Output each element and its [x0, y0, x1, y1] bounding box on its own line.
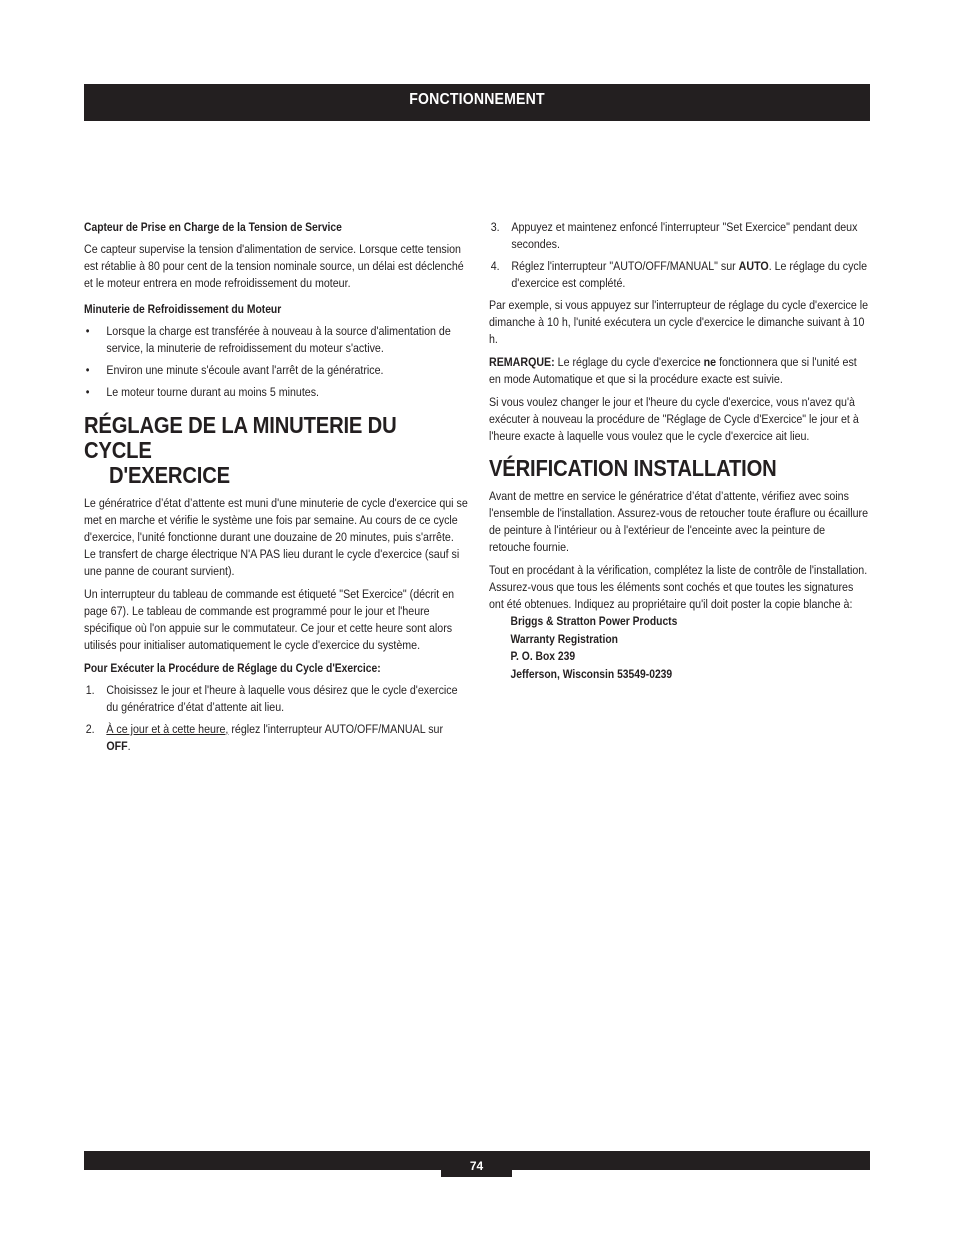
bullet-icon: • — [85, 363, 90, 377]
step-item: 2. À ce jour et à cette heure, réglez l'interrupteur AUTO/OFF/MANUAL sur OFF. — [85, 722, 444, 753]
verification-paragraph-2: Tout en procédant à la vérification, complétez la liste de contrôle de l'installation. Assurez-vous que tous les éléments sont cochés et que toutes les signatures ont été obtenues. Indiquez au propriétaire qu'il doit poster la copie blanche à: — [489, 563, 868, 611]
step-number: 3. — [490, 220, 500, 234]
bullet-item: • Le moteur tourne durant au moins 5 minutes. — [85, 385, 320, 399]
bullet-item: • Lorsque la charge est transférée à nouveau à la source d'alimentation de service, la minuterie de refroidissement du moteur s'active. — [85, 324, 451, 355]
exercise-paragraph-1: Le génératrice d’état d’attente est muni d'une minuterie de cycle d'exercice qui se met en marche et vérifie le système une fois par semaine. Au cours de ce cycle d'exercice, l'unité fonctionne durant une douzaine de 20 minutes, puis s'arrête. Le transfert de charge électrique N'A PAS lieu durant le cycle d'exercice (sauf si une panne de courant survient). — [84, 496, 468, 578]
change-paragraph: Si vous voulez changer le jour et l'heure du cycle d'exercice, vous n'avez qu'à exécuter à nouveau la procédure de "Réglage de Cycle d'Exercice" le jour et à l'heure exacte à laquelle vous voulez que le cycle d'exercice ait lieu. — [489, 395, 859, 443]
mailing-address: Briggs & Stratton Power Products Warranty Registration P. O. Box 239 Jefferson, Wisconsin 53549-0239 — [510, 614, 678, 681]
step-item: 4. Réglez l'interrupteur "AUTO/OFF/MANUAL" sur AUTO. Le réglage du cycle d'exercice est complété. — [490, 259, 868, 290]
left-column — [84, 219, 469, 760]
bullet-item: • Environ une minute s'écoule avant l'arrêt de la génératrice. — [85, 363, 384, 377]
bullet-icon: • — [85, 385, 90, 399]
cooldown-heading: Minuterie de Refroidissement du Moteur — [84, 302, 282, 316]
note-paragraph: REMARQUE: Le réglage du cycle d'exercice ne fonctionnera que si l'unité est en mode Automatique et que si la procédure exacte est suivie. — [489, 355, 857, 386]
section-header-bar — [84, 84, 870, 121]
step-number: 2. — [85, 722, 95, 736]
step-item: 1. Choisissez le jour et l'heure à laquelle vous désirez que le cycle d'exercice du génératrice d’état d’attente ait lieu. — [85, 683, 458, 714]
procedure-heading: Pour Exécuter la Procédure de Réglage du Cycle d'Exercice: — [84, 661, 381, 675]
example-paragraph: Par exemple, si vous appuyez sur l'interrupteur de réglage du cycle d'exercice le dimanche à 10 h, l'unité exécutera un cycle d'exercice le dimanche suivant à 10 h. — [489, 298, 869, 346]
sensor-body: Ce capteur supervise la tension d'alimentation de service. Lorsque cette tension est rétablie à 80 pour cent de la tension nominale source, un délai est déclenché et le moteur entrera en mode refroidissement du moteur. — [84, 242, 464, 290]
step-item: 3. Appuyez et maintenez enfoncé l'interrupteur "Set Exercice" pendant deux secondes. — [490, 220, 858, 251]
step-number: 1. — [85, 683, 95, 697]
verification-section-title: VÉRIFICATION INSTALLATION — [489, 455, 777, 481]
note-label: REMARQUE: — [489, 355, 555, 369]
exercise-paragraph-2: Un interrupteur du tableau de commande est étiqueté "Set Exercice" (décrit en page 67). Le tableau de commande est programmé pour le jour et l'heure spécifique où l'on appuie sur le commutateur. Ce jour et cette heure sont alors utilisés pour initialiser automatiquement le cycle d'exercice du système. — [84, 587, 455, 652]
bullet-icon: • — [85, 324, 90, 338]
verification-paragraph-1: Avant de mettre en service le génératrice d’état d’attente, vérifiez avec soins l'ensemble de l'installation. Assurez-vous de retoucher toute éraflure ou écaillure de peinture à l'intérieur ou à l'extérieur de l'enceinte avec la peinture de retouche fournie. — [489, 489, 869, 554]
right-column — [489, 219, 870, 683]
exercise-section-title: RÉGLAGE DE LA MINUTERIE DU CYCLE D'EXERCICE — [84, 412, 397, 488]
page-number: 74 — [469, 1159, 484, 1173]
sensor-heading: Capteur de Prise en Charge de la Tension de Service — [84, 220, 342, 234]
section-title: FONCTIONNEMENT — [409, 91, 545, 108]
step-number: 4. — [490, 259, 500, 273]
